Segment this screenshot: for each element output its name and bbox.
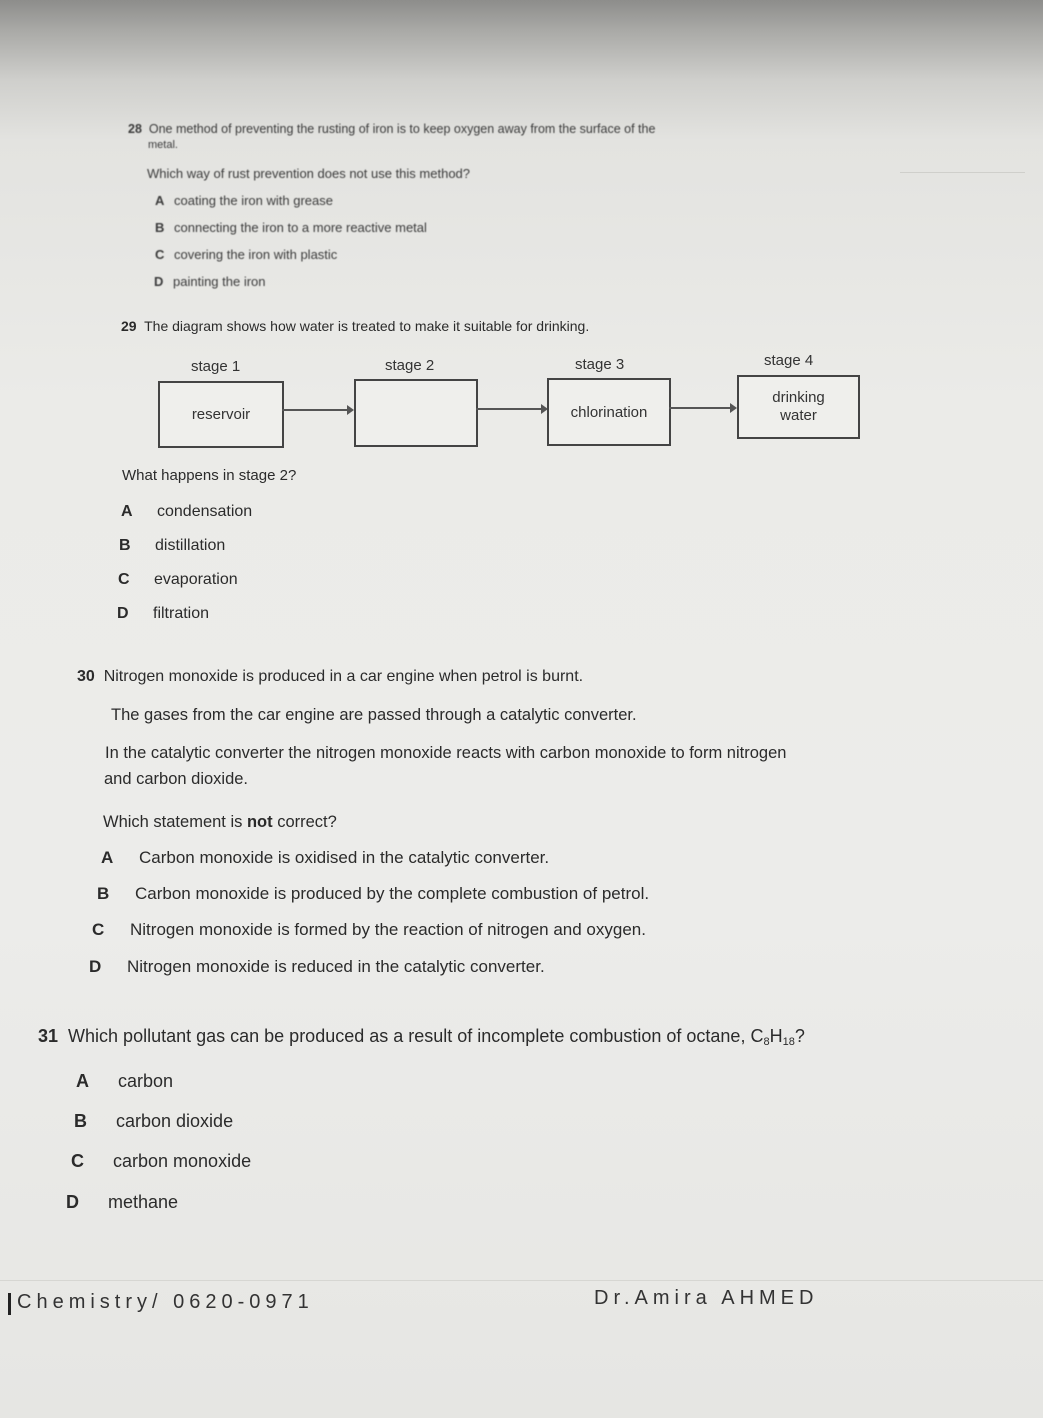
arrow-3-4 [669,407,735,409]
q29-question: What happens in stage 2? [122,467,297,484]
arrow-1-2 [282,409,352,411]
arrow-2-3 [476,408,546,410]
q31-h: H [769,1026,783,1046]
option-text: carbon monoxide [113,1151,252,1171]
q30-question-post: correct? [272,813,337,831]
q31-option-a [76,1071,173,1092]
footer-rule [0,1280,1043,1281]
q30-question-bold: not [246,813,273,831]
option-letter: D [154,274,164,289]
q28-rule [900,172,1025,173]
option-letter: C [155,247,165,262]
q31-option-d [66,1192,178,1213]
stage-2-label: stage 2 [385,357,435,374]
footer-author: Dr.Amira AHMED [594,1287,819,1309]
option-letter: D [117,605,129,622]
q29-stem [121,318,589,336]
option-text: condensation [157,503,253,520]
option-text: methane [108,1192,179,1212]
q29-option-d [117,605,209,623]
q30-question [103,812,337,833]
q31-number: 31 [38,1026,59,1046]
q28-text-line2: metal. [148,139,178,151]
q30-text-line2: The gases from the car engine are passed through a catalytic converter. [111,706,637,724]
option-text: carbon dioxide [116,1111,234,1131]
option-letter: D [89,957,102,976]
option-letter: A [76,1071,89,1091]
q31-sub-8: 8 [763,1036,770,1048]
option-letter: B [97,884,110,903]
q30-stem [77,667,583,687]
q29-number: 29 [121,318,137,334]
q30-question-pre: Which statement is [103,813,247,831]
q30-option-d [89,957,545,977]
q28-number: 28 [128,122,142,136]
q31-sub-18: 18 [782,1036,795,1048]
option-letter: A [121,503,133,520]
q28-question: Which way of rust prevention does not use this method? [147,166,471,181]
option-letter: A [155,193,165,208]
q29-option-b [119,537,225,555]
option-text: painting the iron [173,274,266,289]
q31-option-c [71,1151,251,1172]
option-letter: C [118,571,130,588]
q29-option-a [121,503,252,521]
option-text: Nitrogen monoxide is reduced in the catalytic converter. [127,957,545,976]
footer-course-code: Chemistry/ 0620-0971 [17,1291,314,1313]
option-text: evaporation [154,571,238,588]
drinking-water-box: drinking water [737,375,860,439]
stage-1-label: stage 1 [191,358,241,375]
q30-text-line3a: In the catalytic converter the nitrogen monoxide reacts with carbon monoxide to form nitrogen [105,744,787,762]
reservoir-box: reservoir [158,381,284,448]
option-text: Carbon monoxide is produced by the complete combustion of petrol. [135,884,650,903]
q31-stem [38,1025,805,1050]
q30-option-a [101,848,549,868]
chlorination-box: chlorination [547,378,671,446]
option-text: Carbon monoxide is oxidised in the catalytic converter. [139,848,550,867]
q28-text-line1: One method of preventing the rusting of iron is to keep oxygen away from the surface of the [148,122,656,136]
option-letter: C [92,920,105,939]
option-letter: A [101,848,114,867]
option-text: distillation [155,537,226,554]
q30-option-c [92,920,646,940]
stage-3-label: stage 3 [575,356,625,373]
q28-stem [128,122,908,138]
option-text: connecting the iron to a more reactive metal [174,220,427,235]
option-letter: B [74,1111,87,1131]
q29-text: The diagram shows how water is treated to make it suitable for drinking. [144,318,590,334]
q30-number: 30 [77,668,95,685]
option-letter: D [66,1192,79,1212]
option-text: covering the iron with plastic [174,247,338,262]
q30-text-line1: Nitrogen monoxide is produced in a car engine when petrol is burnt. [103,668,584,685]
option-text: carbon [118,1071,174,1091]
option-letter: B [119,537,131,554]
q29-option-c [118,571,238,589]
q28-option-d [154,274,266,289]
option-text: filtration [153,605,210,622]
q28-option-a [155,193,333,208]
q30-option-b [97,884,649,904]
option-letter: C [71,1151,84,1171]
option-letter: B [155,220,165,235]
q28-option-c [155,247,337,262]
option-text: Nitrogen monoxide is formed by the reaction of nitrogen and oxygen. [130,920,646,939]
q31-text: Which pollutant gas can be produced as a result of incomplete combustion of octane, C [68,1026,764,1046]
q31-end: ? [794,1026,805,1046]
option-text: coating the iron with grease [174,193,333,208]
q28-option-b [155,220,427,235]
q30-text-line3b: and carbon dioxide. [104,770,249,788]
footer-left-bar [8,1293,11,1315]
stage-2-empty-box [354,379,478,447]
stage-4-label: stage 4 [764,352,814,369]
q31-option-b [74,1111,233,1132]
